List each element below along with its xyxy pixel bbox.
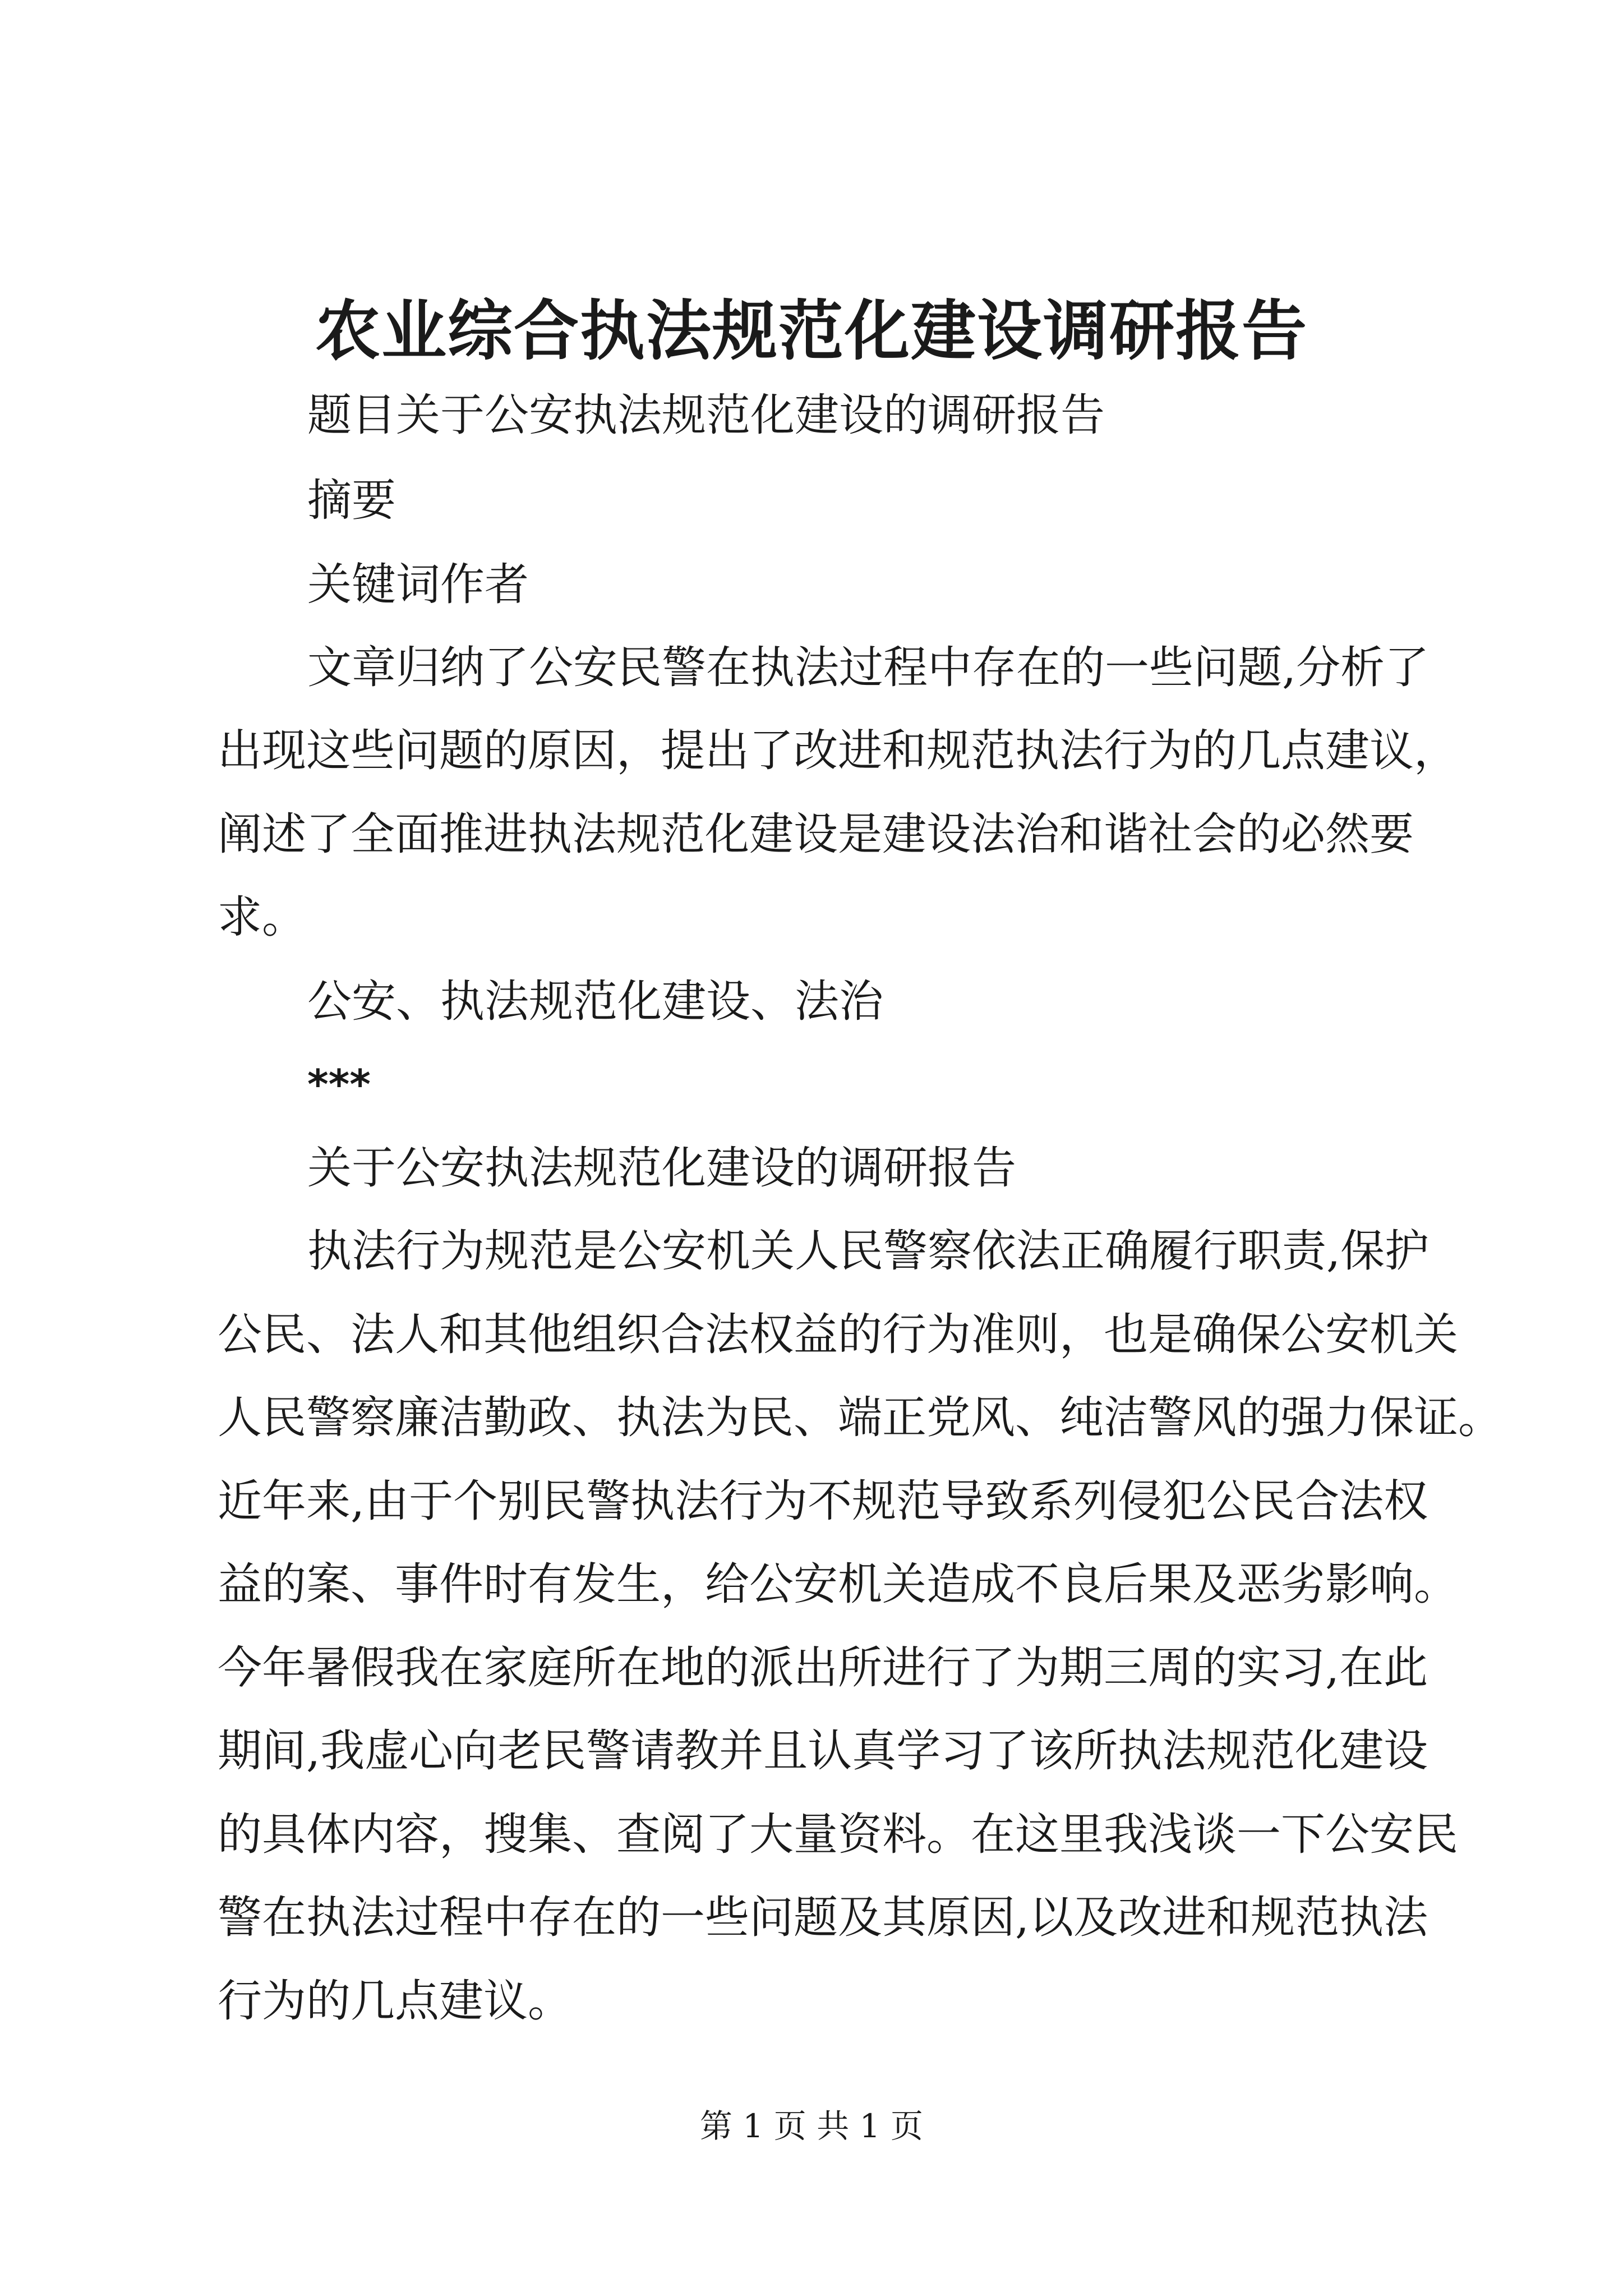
- section-heading: 关于公安执法规范化建设的调研报告: [307, 1142, 1016, 1194]
- paragraph-line: 益的案、事件时有发生，给公安机关造成不良后果及恶劣影响。: [218, 1558, 1458, 1610]
- paragraph-line: 出现这些问题的原因，提出了改进和规范执法行为的几点建议，: [218, 725, 1458, 776]
- paragraph-line: 阐述了全面推进执法规范化建设是建设法治和谐社会的必然要: [218, 808, 1414, 860]
- paragraph-line: 执法行为规范是公安机关人民警察依法正确履行职责,保护: [307, 1225, 1430, 1277]
- paragraph-line: 求。: [218, 891, 306, 943]
- paragraph-line: 警在执法过程中存在的一些问题及其原因,以及改进和规范执法: [218, 1892, 1428, 1943]
- keywords-author-heading: 关键词作者: [307, 559, 529, 610]
- subtitle-line: 题目关于公安执法规范化建设的调研报告: [307, 389, 1105, 441]
- paragraph-line: 今年暑假我在家庭所在地的派出所进行了为期三周的实习,在此: [218, 1642, 1428, 1694]
- paragraph-line: 公民、法人和其他组织合法权益的行为准则，也是确保公安机关: [218, 1309, 1458, 1360]
- paragraph-line: 近年来,由于个别民警执法行为不规范导致系列侵犯公民合法权: [218, 1475, 1428, 1527]
- paragraph-line: 文章归纳了公安民警在执法过程中存在的一些问题,分析了: [307, 642, 1430, 693]
- paragraph-line: 人民警察廉洁勤政、执法为民、端正党风、纯洁警风的强力保证。: [218, 1392, 1502, 1443]
- document-title: 农业综合执法规范化建设调研报告: [315, 293, 1308, 369]
- separator-stars: ***: [307, 1061, 371, 1108]
- page-footer: 第 1 页 共 1 页: [700, 2107, 923, 2145]
- paragraph-line: 行为的几点建议。: [218, 1975, 572, 2027]
- keywords-line: 公安、执法规范化建设、法治: [307, 976, 883, 1027]
- abstract-heading: 摘要: [307, 475, 396, 526]
- paragraph-line: 的具体内容，搜集、查阅了大量资料。在这里我浅谈一下公安民: [218, 1809, 1458, 1860]
- paragraph-line: 期间,我虚心向老民警请教并且认真学习了该所执法规范化建设: [218, 1725, 1428, 1777]
